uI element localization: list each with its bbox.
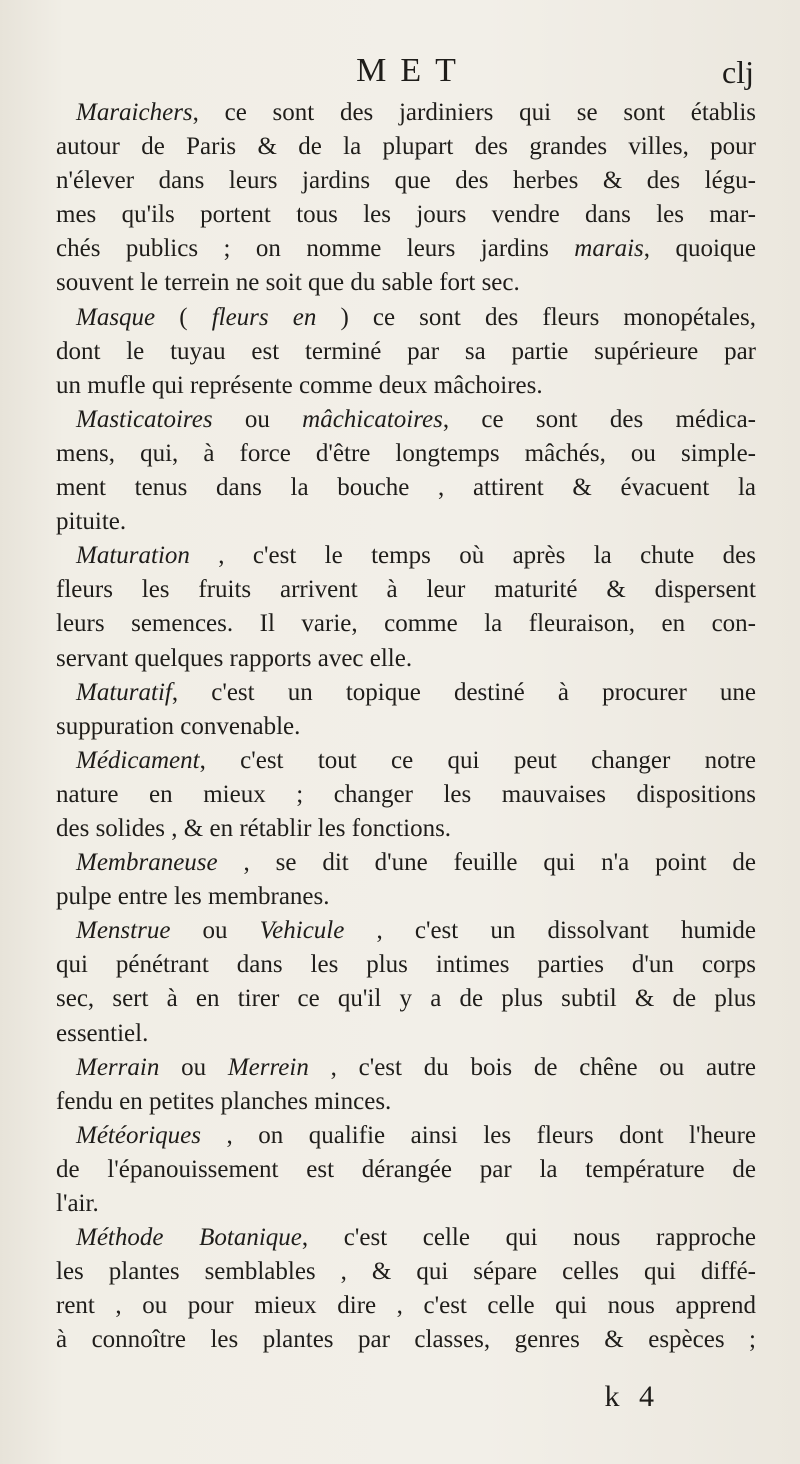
text-line: [56, 403, 756, 437]
entry-text: de l'épanouissement est dérangée par la température de: [56, 1155, 756, 1183]
entry-text: fendu en petites planches minces.: [56, 1087, 392, 1115]
entry-text: pulpe entre les membranes.: [56, 883, 330, 911]
entry-text: mes qu'ils portent tous les jours vendre dans les mar-: [56, 201, 756, 229]
entry-term: fleurs en: [211, 303, 317, 331]
text-line: [56, 437, 756, 471]
glossary-entry: [56, 846, 756, 914]
entry-text: rent , ou pour mieux dire , c'est celle qui nous apprend: [56, 1292, 756, 1320]
glossary-entry: [56, 96, 756, 301]
entry-term: Météoriques: [76, 1121, 201, 1149]
entry-term: Merrein: [227, 1053, 309, 1081]
entry-text: les plantes semblables , & qui sépare celles qui diffé-: [56, 1258, 756, 1286]
text-line: [56, 1187, 756, 1221]
text-line: [56, 573, 756, 607]
text-line: [56, 164, 756, 198]
entry-text: ou: [159, 1053, 228, 1081]
glossary-entry: [56, 1051, 756, 1119]
entry-term: Méthode Botanique: [76, 1224, 302, 1252]
entry-text: (: [155, 303, 212, 331]
signature-mark: k 4: [604, 1380, 660, 1413]
entry-text: pituite.: [56, 508, 127, 536]
entry-text: autour de Paris & de la plupart des grandes villes, pour: [56, 133, 756, 161]
text-line: [56, 232, 756, 266]
entry-term: Menstrue: [76, 917, 171, 945]
entry-term: Vehicule: [259, 917, 345, 945]
entry-text: , c'est celle qui nous rapproche: [301, 1224, 756, 1252]
entry-text: l'air.: [56, 1190, 99, 1217]
entry-text: nature en mieux ; changer les mauvaises dispositions: [56, 780, 756, 808]
entry-text: essentiel.: [56, 1019, 149, 1047]
entry-text: n'élever dans leurs jardins que des herbes & des légu-: [56, 167, 756, 195]
entry-text: suppuration convenable.: [56, 712, 301, 740]
text-line: [56, 1255, 756, 1289]
entry-text: ou: [170, 917, 260, 945]
text-line: [56, 198, 756, 232]
glossary-entry: [56, 1221, 756, 1357]
entry-text: , c'est tout ce qui peut changer notre: [199, 746, 756, 774]
entry-text: souvent le terrein ne soit que du sable fort sec.: [56, 269, 520, 297]
text-line: [56, 505, 756, 539]
glossary-entry: [56, 539, 756, 675]
text-line: [56, 642, 756, 676]
entry-text: servant quelques rapports avec elle.: [56, 644, 413, 672]
entry-term: Membraneuse: [76, 849, 218, 877]
text-line: [56, 812, 756, 846]
entry-text: , c'est un topique destiné à procurer une: [171, 678, 756, 706]
text-line: [56, 335, 756, 369]
entry-text: , quoique: [643, 235, 756, 263]
running-title: MET: [356, 52, 470, 89]
entry-term: Maturatif: [76, 678, 172, 706]
text-line: [56, 914, 756, 948]
text-line: [56, 1221, 756, 1255]
entry-term: marais: [574, 235, 644, 263]
glossary-entry: [56, 744, 756, 846]
text-line: [56, 96, 756, 130]
text-line: [56, 130, 756, 164]
text-line: [56, 846, 756, 880]
entry-term: mâchicatoires: [302, 405, 443, 433]
entry-text: à connoître les plantes par classes, genres & espèces ;: [56, 1326, 756, 1354]
text-line: [56, 607, 756, 641]
entry-text: chés publics ; on nomme leurs jardins: [56, 235, 575, 263]
text-line: [56, 539, 756, 573]
entry-text: des solides , & en rétablir les fonctions.: [56, 814, 452, 842]
glossary-entry: [56, 914, 756, 1050]
entry-text: un mufle qui représente comme deux mâchoires.: [56, 371, 543, 399]
running-head: [56, 52, 756, 96]
entry-text: dont le tuyau est terminé par sa partie supérieure par: [56, 337, 756, 365]
glossary-entry: [56, 301, 756, 403]
entry-term: Merrain: [76, 1053, 160, 1081]
text-line: [56, 744, 756, 778]
entry-text: sec, sert à en tirer ce qu'il y a de plus subtil & de plus: [56, 985, 756, 1013]
text-line: [56, 982, 756, 1016]
entry-text: leurs semences. Il varie, comme la fleuraison, en con-: [56, 610, 756, 638]
text-line: [56, 1119, 756, 1153]
glossary-entry: [56, 403, 756, 539]
entry-text: mens, qui, à force d'être longtemps mâchés, ou simple-: [56, 439, 756, 467]
entry-term: Maturation: [76, 542, 190, 570]
text-line: [56, 948, 756, 982]
entry-text: , on qualifie ainsi les fleurs dont l'heure: [200, 1121, 756, 1149]
entry-text: , ce sont des médica-: [442, 405, 756, 433]
page-number: clj: [722, 54, 754, 90]
text-line: [56, 1289, 756, 1323]
entry-text: ou: [212, 405, 303, 433]
text-line: [56, 676, 756, 710]
text-line: [56, 710, 756, 744]
entry-text: fleurs les fruits arrivent à leur maturité & dispersent: [56, 576, 756, 604]
entry-text: , se dit d'une feuille qui n'a point de: [217, 849, 756, 877]
text-line: [56, 1017, 756, 1051]
entry-text: qui pénétrant dans les plus intimes parties d'un corps: [56, 951, 756, 979]
entry-text: ment tenus dans la bouche , attirent & évacuent la: [56, 474, 756, 502]
entry-text: , c'est un dissolvant humide: [344, 917, 756, 945]
text-line: [56, 1153, 756, 1187]
text-line: [56, 266, 756, 300]
entry-text: , c'est du bois de chêne ou autre: [308, 1053, 757, 1081]
text-line: [56, 471, 756, 505]
text-line: [56, 1085, 756, 1119]
entry-term: Masque: [76, 303, 156, 331]
entry-text: , c'est le temps où après la chute des: [189, 542, 756, 570]
glossary-entry: [56, 1119, 756, 1221]
entry-term: Médicament: [76, 746, 200, 774]
entry-text: ) ce sont des fleurs monopétales,: [316, 303, 757, 331]
entry-text: , ce sont des jardiniers qui se sont établis: [192, 99, 756, 126]
text-line: [56, 301, 756, 335]
text-line: [56, 880, 756, 914]
glossary-entry: [56, 676, 756, 744]
text-line: [56, 1323, 756, 1357]
glossary-text: [56, 96, 756, 1357]
text-line: [56, 369, 756, 403]
entry-term: Maraichers: [76, 99, 193, 126]
text-line: [56, 1051, 756, 1085]
entry-term: Masticatoires: [76, 405, 213, 433]
text-line: [56, 778, 756, 812]
